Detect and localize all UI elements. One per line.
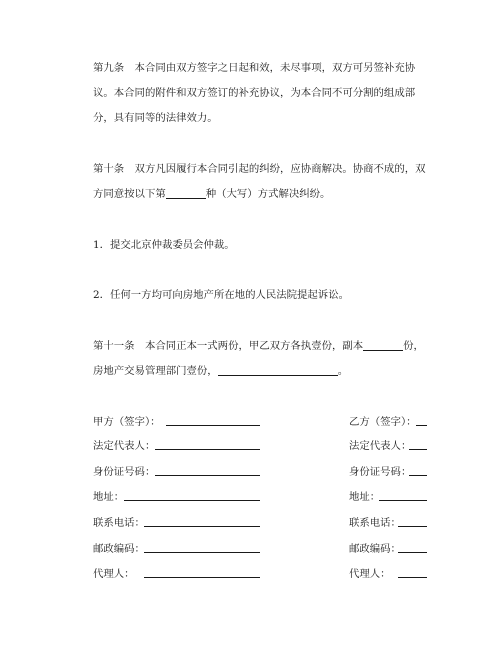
signature-row-party: [0, 414, 500, 430]
party-a-postcode-line: [144, 552, 260, 553]
party-a-phone-line: [144, 526, 260, 527]
party-b-id-number-label: 身份证号码：: [349, 466, 412, 478]
party-a-address-label: 地址：: [93, 491, 125, 503]
party-b-legal-rep-label: 法定代表人：: [349, 440, 412, 452]
article-11: [93, 334, 431, 384]
party-b-postcode-line: [398, 552, 427, 553]
party-b-address-line: [379, 500, 427, 501]
party-a-agent-label: 代理人：: [93, 568, 135, 580]
party-a-agent-line: [144, 577, 260, 578]
party-a-id-number-label: 身份证号码：: [93, 466, 156, 478]
party-b-legal-rep-line: [409, 449, 427, 450]
party-a-signature-line: [166, 425, 260, 426]
article-10: [93, 157, 431, 207]
signature-row-address: [0, 489, 500, 505]
party-b-signature-label: 乙方（签字）：: [349, 416, 417, 428]
signature-row-phone: [0, 515, 500, 531]
party-b-signature-line: [416, 425, 427, 426]
dispute-option-2-text: 2．任何一方均可向房地产所在地的人民法院提起诉讼。: [93, 289, 349, 301]
article-11-text-end: 。: [337, 365, 349, 377]
signature-row-legal-rep: [0, 438, 500, 454]
signature-row-postcode: [0, 541, 500, 557]
article-10-text-after: 种（大写）方式解决纠纷。: [205, 188, 331, 200]
party-a-legal-rep-line: [155, 449, 260, 450]
article-11-text-before: 第十一条 本合同正本一式两份，甲乙双方各执壹份，副本: [93, 340, 364, 352]
party-b-id-number-line: [409, 475, 427, 476]
signature-row-id-number: [0, 464, 500, 480]
article-11-text-middle: 份，房地产交易管理部门壹份，: [93, 340, 424, 377]
dispute-option-1: [93, 233, 431, 258]
dispute-option-blank: [166, 186, 206, 199]
party-a-phone-label: 联系电话：: [93, 517, 145, 529]
dispute-option-2: [93, 283, 431, 308]
party-b-postcode-label: 邮政编码：: [349, 543, 401, 555]
party-a-postcode-label: 邮政编码：: [93, 543, 145, 555]
party-b-agent-label: 代理人：: [349, 568, 391, 580]
party-b-phone-label: 联系电话：: [349, 517, 401, 529]
article-9: [93, 56, 431, 131]
signature-row-agent: [0, 566, 500, 582]
party-a-legal-rep-label: 法定代表人：: [93, 440, 156, 452]
article-10-text-before: 第十条 双方凡因履行本合同引起的纠纷，应协商解决。协商不成的，双方同意按以下第: [93, 163, 426, 200]
party-b-phone-line: [398, 526, 427, 527]
party-b-agent-line: [398, 577, 427, 578]
dispute-option-1-text: 1．提交北京仲裁委员会仲裁。: [93, 239, 235, 251]
party-a-signature-label: 甲方（签字）：: [93, 416, 161, 428]
party-a-id-number-line: [155, 475, 260, 476]
trading-dept-blank: [218, 363, 338, 376]
copies-count-blank: [363, 338, 403, 351]
party-a-address-line: [124, 500, 260, 501]
party-b-address-label: 地址：: [349, 491, 381, 503]
article-9-text: 第九条 本合同由双方签字之日起和效，未尽事项，双方可另签补充协议。本合同的附件和双方签订的补充协议，为本合同不可分割的组成部分，具有同等的法律效力。: [93, 62, 416, 124]
